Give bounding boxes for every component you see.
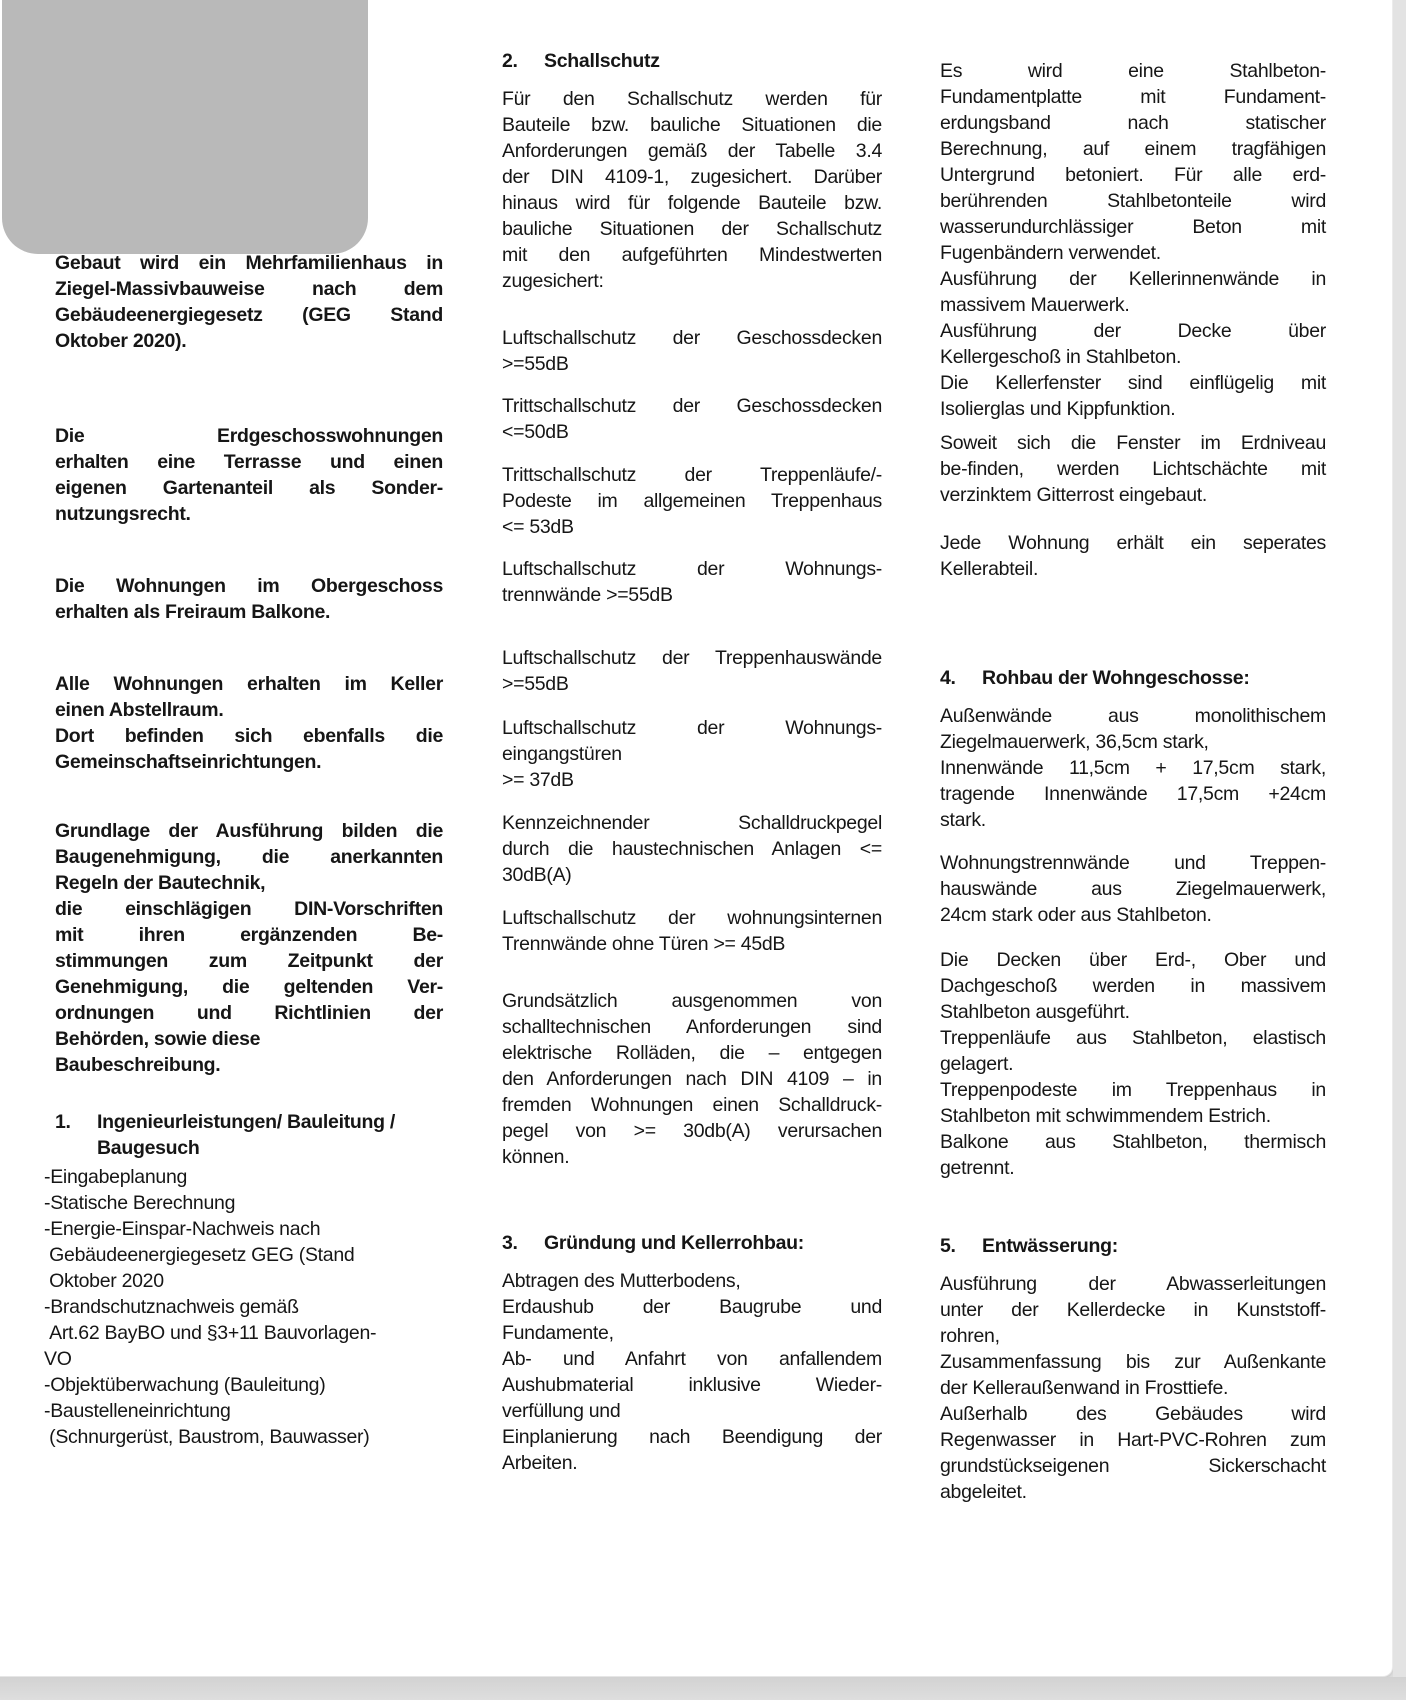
text-line: durch die haustechnischen Anlagen <= xyxy=(502,838,882,860)
text-line: Die Kellerfenster sind einflügelig mit xyxy=(940,372,1326,394)
text-line: Kellergeschoß in Stahlbeton. xyxy=(940,346,1182,368)
text-line: Außerhalb des Gebäudes wird xyxy=(940,1403,1326,1425)
list-line: (Schnurgerüst, Baustrom, Bauwasser) xyxy=(44,1426,370,1448)
text-line: Ziegelmauerwerk, 36,5cm stark, xyxy=(940,731,1209,753)
list-line: -Objektüberwachung (Bauleitung) xyxy=(44,1374,326,1396)
text-line: erhalten eine Terrasse und einen xyxy=(55,451,443,473)
list-line: VO xyxy=(44,1348,72,1370)
text-line: Genehmigung, die geltenden Ver- xyxy=(55,976,443,998)
paragraph xyxy=(502,1268,882,1476)
text-line: fremden Wohnungen einen Schalldruck- xyxy=(502,1094,882,1116)
paragraph xyxy=(502,556,882,608)
paragraph xyxy=(940,1271,1326,1505)
text-line: Treppenläufe aus Stahlbeton, elastisch xyxy=(940,1027,1326,1049)
paragraph xyxy=(940,430,1326,508)
text-line: Bauteile bzw. bauliche Situationen die xyxy=(502,114,882,136)
column-right xyxy=(940,58,1326,1505)
text-line: trennwände >=55dB xyxy=(502,584,673,606)
text-line: erhalten als Freiraum Balkone. xyxy=(55,601,331,623)
list-line: -Energie-Einspar-Nachweis nach xyxy=(44,1218,321,1240)
text-line: Grundsätzlich ausgenommen von xyxy=(502,990,882,1012)
text-line: Luftschallschutz der Treppenhauswände xyxy=(502,647,882,669)
text-line: Soweit sich die Fenster im Erdniveau xyxy=(940,432,1326,454)
text-line: Grundlage der Ausführung bilden die xyxy=(55,820,443,842)
text-line: Trittschallschutz der Geschossdecken xyxy=(502,395,882,417)
text-line: verfüllung und xyxy=(502,1400,621,1422)
text-line: Ausführung der Kellerinnenwände in xyxy=(940,268,1326,290)
text-line: Kennzeichnender Schalldruckpegel xyxy=(502,812,882,834)
section-number: 1. xyxy=(55,1111,71,1133)
text-line: <= 53dB xyxy=(502,516,574,538)
item-list xyxy=(44,1164,443,1450)
section-number: 4. xyxy=(940,667,956,689)
text-line: der DIN 4109-1, zugesichert. Darüber xyxy=(502,166,882,188)
text-line: einen Abstellraum. xyxy=(55,699,224,721)
text-line: Ab- und Anfahrt von anfallendem xyxy=(502,1348,882,1370)
paragraph xyxy=(55,423,443,527)
text-line: Gebaut wird ein Mehrfamilienhaus in xyxy=(55,252,443,274)
section-heading xyxy=(502,48,882,74)
text-line: elektrische Rolläden, die – entgegen xyxy=(502,1042,882,1064)
text-line: Luftschallschutz der Geschossdecken xyxy=(502,327,882,349)
section-title: Schallschutz xyxy=(544,50,660,72)
column-left xyxy=(44,250,443,1450)
text-line: Baugenehmigung, die anerkannten xyxy=(55,846,443,868)
text-line: hinaus wird für folgende Bauteile bzw. xyxy=(502,192,882,214)
text-line: verzinktem Gitterrost eingebaut. xyxy=(940,484,1208,506)
text-line: Baubeschreibung. xyxy=(55,1054,221,1076)
text-line: erdungsband nach statischer xyxy=(940,112,1326,134)
text-line: Es wird eine Stahlbeton- xyxy=(940,60,1326,82)
text-line: getrennt. xyxy=(940,1157,1015,1179)
heading-line xyxy=(940,665,1326,691)
text-line: >=55dB xyxy=(502,353,569,375)
text-line: Ziegel-Massivbauweise nach dem xyxy=(55,278,443,300)
text-line: Fundamente, xyxy=(502,1322,614,1344)
text-line: Trennwände ohne Türen >= 45dB xyxy=(502,933,786,955)
text-line: schalltechnischen Anforderungen sind xyxy=(502,1016,882,1038)
text-line: die einschlägigen DIN-Vorschriften xyxy=(55,898,443,920)
text-line: zugesichert: xyxy=(502,270,604,292)
text-line: 24cm stark oder aus Stahlbeton. xyxy=(940,904,1212,926)
text-line: Untergrund betoniert. Für alle erd- xyxy=(940,164,1326,186)
paragraph xyxy=(940,530,1326,582)
text-line: Stahlbeton mit schwimmendem Estrich. xyxy=(940,1105,1271,1127)
text-line: berührenden Stahlbetonteile wird xyxy=(940,190,1326,212)
paragraph xyxy=(502,645,882,697)
text-line: Für den Schallschutz werden für xyxy=(502,88,882,110)
text-line: nutzungsrecht. xyxy=(55,503,191,525)
text-line: >= 37dB xyxy=(502,769,574,791)
section-number: 3. xyxy=(502,1232,518,1254)
paragraph xyxy=(502,988,882,1170)
list-line: Art.62 BayBO und §3+11 Bauvorlagen- xyxy=(44,1322,377,1344)
text-line: Ausführung der Abwasserleitungen xyxy=(940,1273,1326,1295)
text-line: Ausführung der Decke über xyxy=(940,320,1326,342)
text-line: Dort befinden sich ebenfalls die xyxy=(55,725,443,747)
text-line: Gebäudeenergiegesetz (GEG Stand xyxy=(55,304,443,326)
paragraph xyxy=(502,86,882,294)
paragraph xyxy=(55,818,443,1078)
section-heading xyxy=(940,665,1326,691)
list-line: -Brandschutznachweis gemäß xyxy=(44,1296,299,1318)
section-title: Entwässerung: xyxy=(982,1235,1118,1257)
text-line: Isolierglas und Kippfunktion. xyxy=(940,398,1176,420)
paragraph xyxy=(55,573,443,625)
text-line: können. xyxy=(502,1146,570,1168)
text-line: mit ihren ergänzenden Be- xyxy=(55,924,443,946)
text-line: eigenen Gartenanteil als Sonder- xyxy=(55,477,443,499)
paragraph xyxy=(502,810,882,888)
list-line: -Statische Berechnung xyxy=(44,1192,236,1214)
text-line: rohren, xyxy=(940,1325,1000,1347)
text-line: Trittschallschutz der Treppenläufe/- xyxy=(502,464,882,486)
text-line: Berechnung, auf einem tragfähigen xyxy=(940,138,1326,160)
text-line: Treppenpodeste im Treppenhaus in xyxy=(940,1079,1326,1101)
list-line: Gebäudeenergiegesetz GEG (Stand xyxy=(44,1244,355,1266)
paragraph xyxy=(502,393,882,445)
text-line: bauliche Situationen der Schallschutz xyxy=(502,218,882,240)
text-line: pegel von >= 30db(A) verursachen xyxy=(502,1120,882,1142)
text-line: hauswände aus Ziegelmauerwerk, xyxy=(940,878,1326,900)
paragraph xyxy=(940,947,1326,1181)
heading-line: Baugesuch xyxy=(97,1137,200,1159)
text-line: Zusammenfassung bis zur Außenkante xyxy=(940,1351,1326,1373)
paragraph xyxy=(502,462,882,540)
image-placeholder xyxy=(2,0,368,254)
text-line: Aushubmaterial inklusive Wieder- xyxy=(502,1374,882,1396)
text-line: den Anforderungen nach DIN 4109 – in xyxy=(502,1068,882,1090)
section-heading xyxy=(55,1109,443,1161)
section-heading xyxy=(940,1233,1326,1259)
column-middle xyxy=(502,48,882,1476)
list-line: -Eingabeplanung xyxy=(44,1166,188,1188)
text-line: Die Erdgeschosswohnungen xyxy=(55,425,443,447)
text-line: ordnungen und Richtlinien der xyxy=(55,1002,443,1024)
text-line: Oktober 2020). xyxy=(55,330,187,352)
viewer-background-bottom xyxy=(0,1677,1406,1700)
heading-line xyxy=(502,1230,882,1256)
section-heading xyxy=(502,1230,882,1256)
paragraph xyxy=(502,905,882,957)
heading-line xyxy=(502,48,882,74)
text-line: 30dB(A) xyxy=(502,864,572,886)
text-line: stimmungen zum Zeitpunkt der xyxy=(55,950,443,972)
text-line: Regenwasser in Hart-PVC-Rohren zum xyxy=(940,1429,1326,1451)
text-line: tragende Innenwände 17,5cm +24cm xyxy=(940,783,1326,805)
text-line: Einplanierung nach Beendigung der xyxy=(502,1426,882,1448)
text-line: Die Decken über Erd-, Ober und xyxy=(940,949,1326,971)
text-line: der Kelleraußenwand in Frosttiefe. xyxy=(940,1377,1229,1399)
text-line: Podeste im allgemeinen Treppenhaus xyxy=(502,490,882,512)
text-line: Dachgeschoß werden in massivem xyxy=(940,975,1326,997)
paragraph xyxy=(940,850,1326,928)
text-line: Balkone aus Stahlbeton, thermisch xyxy=(940,1131,1326,1153)
paragraph xyxy=(502,325,882,377)
text-line: Wohnungstrennwände und Treppen- xyxy=(940,852,1326,874)
paragraph xyxy=(940,58,1326,422)
text-line: Regeln der Bautechnik, xyxy=(55,872,266,894)
text-line: unter der Kellerdecke in Kunststoff- xyxy=(940,1299,1326,1321)
paragraph xyxy=(502,715,882,793)
text-line: Innenwände 11,5cm + 17,5cm stark, xyxy=(940,757,1326,779)
text-line: mit den aufgeführten Mindestwerten xyxy=(502,244,882,266)
heading-line xyxy=(55,1109,443,1135)
text-line: Abtragen des Mutterbodens, xyxy=(502,1270,741,1292)
text-line: stark. xyxy=(940,809,986,831)
paragraph xyxy=(55,250,443,354)
heading-line xyxy=(940,1233,1326,1259)
text-line: Außenwände aus monolithischem xyxy=(940,705,1326,727)
section-title: Ingenieurleistungen/ Bauleitung / xyxy=(97,1111,396,1133)
section-title: Rohbau der Wohngeschosse: xyxy=(982,667,1250,689)
paragraph xyxy=(55,671,443,775)
text-line: Arbeiten. xyxy=(502,1452,578,1474)
text-line: Kellerabteil. xyxy=(940,558,1039,580)
text-line: Die Wohnungen im Obergeschoss xyxy=(55,575,443,597)
text-line: Anforderungen gemäß der Tabelle 3.4 xyxy=(502,140,882,162)
list-line: -Baustelleneinrichtung xyxy=(44,1400,231,1422)
text-line: eingangstüren xyxy=(502,743,622,765)
text-line: Luftschallschutz der Wohnungs- xyxy=(502,558,882,580)
text-line: Erdaushub der Baugrube und xyxy=(502,1296,882,1318)
text-line: Luftschallschutz der wohnungsinternen xyxy=(502,907,882,929)
paragraph xyxy=(940,703,1326,833)
list-line: Oktober 2020 xyxy=(44,1270,164,1292)
text-line: be-finden, werden Lichtschächte mit xyxy=(940,458,1326,480)
text-line: gelagert. xyxy=(940,1053,1014,1075)
text-line: Luftschallschutz der Wohnungs- xyxy=(502,717,882,739)
text-line: Fugenbändern verwendet. xyxy=(940,242,1161,264)
text-line: >=55dB xyxy=(502,673,569,695)
viewer-background-right xyxy=(1393,0,1406,1700)
text-line: Fundamentplatte mit Fundament- xyxy=(940,86,1326,108)
section-title: Gründung und Kellerrohbau: xyxy=(544,1232,804,1254)
text-line: Stahlbeton ausgeführt. xyxy=(940,1001,1130,1023)
text-line: wasserundurchlässiger Beton mit xyxy=(940,216,1326,238)
text-line: Alle Wohnungen erhalten im Keller xyxy=(55,673,443,695)
text-line: massivem Mauerwerk. xyxy=(940,294,1130,316)
text-line: Behörden, sowie diese xyxy=(55,1028,261,1050)
section-number: 5. xyxy=(940,1235,956,1257)
text-line: Gemeinschaftseinrichtungen. xyxy=(55,751,322,773)
text-line: abgeleitet. xyxy=(940,1481,1027,1503)
text-line: Jede Wohnung erhält ein seperates xyxy=(940,532,1326,554)
text-line: <=50dB xyxy=(502,421,569,443)
section-number: 2. xyxy=(502,50,518,72)
text-line: grundstückseigenen Sickerschacht xyxy=(940,1455,1326,1477)
